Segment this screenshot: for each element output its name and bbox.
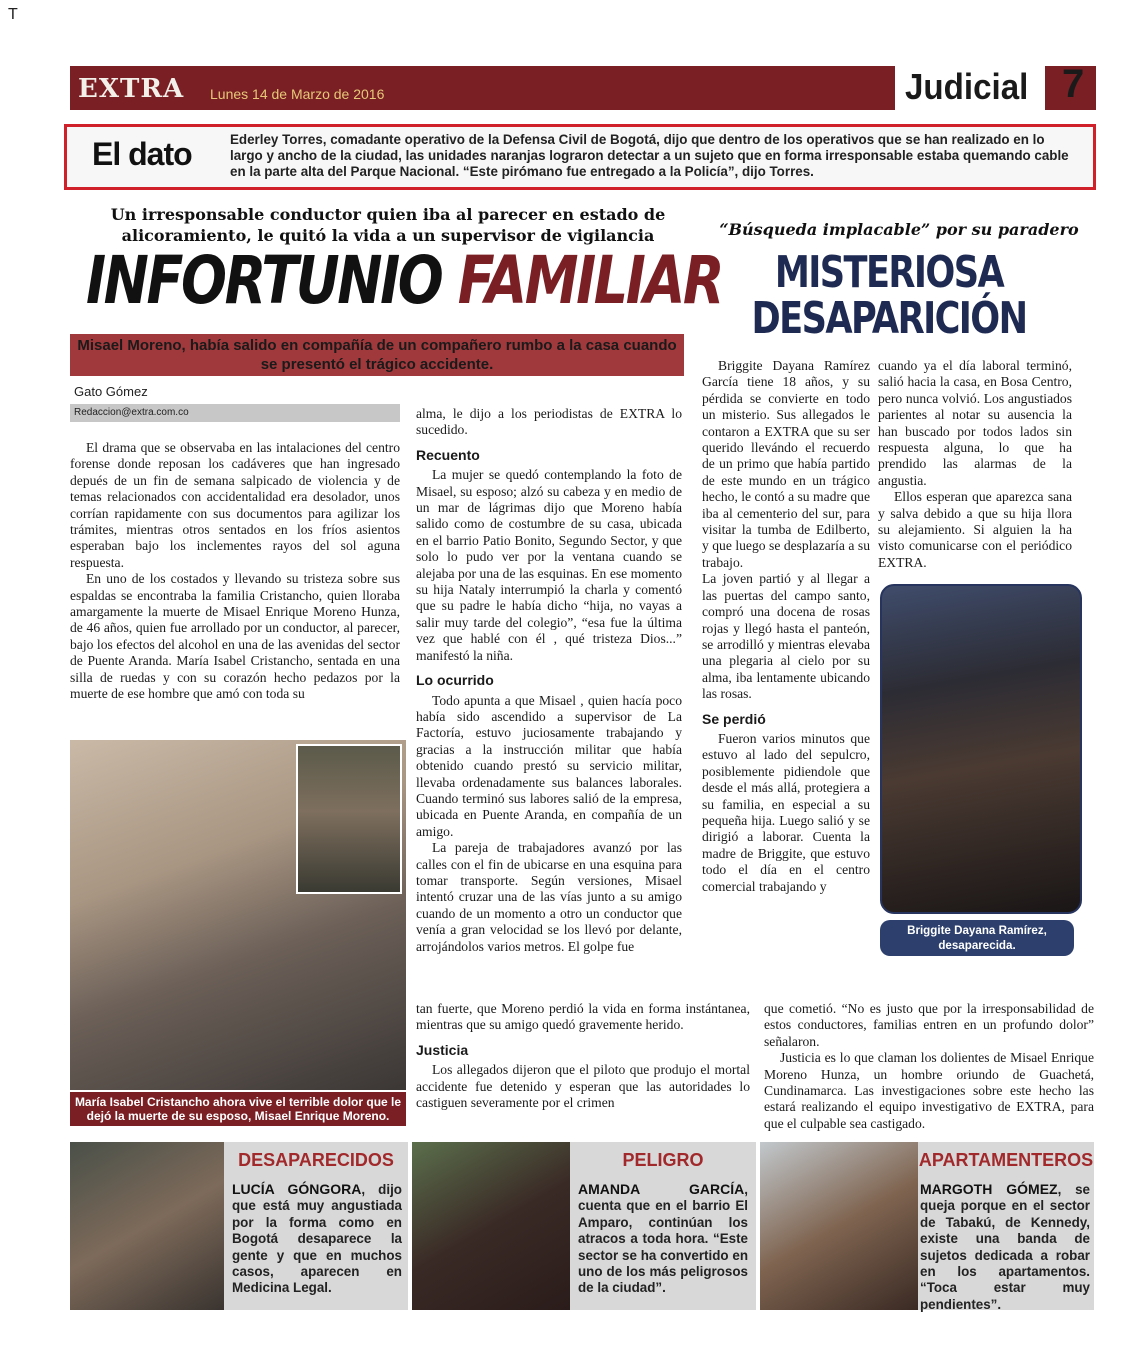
bottom-box-2-body: , cuenta que en el barrio El Amparo, continúan los atracos a toda hora. “Este sector se ha convertido en uno de los más peligrosos de la ciudad”. [578,1182,748,1296]
paragraph: En uno de los costados y llevando su tristeza sobre sus espaldas se encontraba la familia Cristancho, quien lloraba amargamente la muerte de Misael Enrique Moreno Hunza, de 46 años, quien fue arrollado por un conductor, al parecer, bajo los efectos del alcohol en una de las avenidas del sector de Puente Aranda. María Isabel Cristancho, sentada en una silla de ruedas y con su corazón hecho pedazos por la muerte de ese hombre que amó con toda su [70,571,400,702]
bottom-box-2-title: PELIGRO [622,1150,704,1170]
paragraph: La joven partió y al llegar a las puertas del campo santo, compró una docena de rosas rojas y llegó hasta el panteón, se arrodilló y mientras elevaba una plegaria al cielo por su alma, iba lentamente ubicando las rosas. [702,571,870,702]
headline-word-2: FAMILIAR [457,242,723,319]
bottom-box-2-name: AMANDA GARCÍA [578,1181,745,1197]
main-column-2-lower [416,1001,750,1111]
missing-photo-caption: Briggite Dayana Ramírez, desaparecida. [907,924,1047,952]
bottom-box-3-body: , se queja porque en el sector de Tabakú, de Kennedy, existe una banda de sujetos dedicada a robar en los apartamentos. “Toca estar muy pendientes”. [920,1182,1090,1312]
side-kicker: “Búsqueda implacable” por su paradero [719,220,1079,239]
paragraph: alma, le dijo a los periodistas de EXTRA lo sucedido. [416,406,682,438]
corner-mark: T [8,6,18,23]
bottom-box-1-name: LUCÍA GÓNGORA [232,1181,362,1197]
byline: Gato Gómez [74,384,148,399]
bottom-box-1-body: , dijo que está muy angustiada por la forma como en Bogotá desaparece la gente y que en muchos casos, aparecen en Medicina Legal. [232,1182,402,1296]
section-name: Judicial [905,66,1029,107]
subhead-lo-ocurrido: Lo ocurrido [416,672,494,689]
main-deck: Misael Moreno, había salido en compañía de un compañero rumbo a la casa cuando se presentó el trágico accidente. [77,337,677,373]
main-column-3-lower [764,1001,1094,1132]
paragraph: tan fuerte, que Moreno perdió la vida en forma instántanea, mientras que su amigo quedó gravemente herido. [416,1001,750,1033]
paragraph: Ellos esperan que aparezca sana y salva debido a que su hija llora su alejamiento. Si alguien la ha visto comunicarse con el periódico EXTRA. [878,489,1072,570]
main-kicker: Un irresponsable conductor quien iba al parecer en estado de alicoramiento, le quitó la vida a un supervisor de vigilancia [110,205,666,245]
subhead-se-perdio: Se perdió [702,710,766,727]
bottom-box-3-photo [760,1142,918,1310]
issue-date: Lunes 14 de Marzo de 2016 [210,86,385,102]
missing-person-photo [880,584,1082,914]
subhead-justicia: Justicia [416,1041,469,1058]
paragraph: Los allegados dijeron que el piloto que produjo el mortal accidente fue detenido y esperan que las autoridades lo castiguen severamente por el crimen [416,1062,750,1111]
bottom-box-3-title: APARTAMENTEROS [918,1150,1094,1170]
paragraph: Briggite Dayana Ramírez García tiene 18 años, y su pérdida se convierte en todo un misterio. Sus allegados le contaron a EXTRA que su ser querido llevándo el recuerdo de un primo que había partido de este mundo en un trágico hecho, le contó a su madre que iba al cementerio del sur, para visitar la tumba de Edilberto, y que luego se desplazaría a su trabajo. [702,358,870,570]
bottom-box-1-title: DESAPARECIDOS [238,1150,394,1170]
victim-portrait-photo [296,744,402,894]
paragraph: La pareja de trabajadores avanzó por las calles con el fin de ubicarse en una esquina para tomar transporte. Según versiones, Misael intentó cruzar una de las vías junto a su amigo cuando de un momento a otro un conductor que venía a gran velocidad se los llevó por delante, arrojándolos varios metros. El golpe fue [416,840,682,954]
side-headline: MISTERIOSA DESAPARICIÓN [751,247,1027,344]
paragraph: que cometió. “No es justo que por la irresponsabilidad de estos conductores, familias entren en un profundo dolor” señalaron. [764,1001,1094,1049]
bottom-box-2-photo [412,1142,570,1310]
page-number: 7 [1062,62,1085,106]
paragraph: Fueron varios minutos que estuvo al lado del sepulcro, posiblemente pidiendole que desde el más allá, protegiera a su familia, en especial a su pequeña hija. Luego salió y se dirigió a laborar. Cuenta la madre de Briggite, que estuvo todo el día en el centro comercial trabajando y [702,730,870,894]
byline-email: Redaccion@extra.com.co [74,407,189,418]
paragraph: La mujer se quedó contemplando la foto de Misael, su esposo; alzó su cabeza y en medio de un mar de lágrimas dijo que Moreno había salido como de costumbre de su casa, ubicada en el barrio Patio Bonito, Segundo Sector, y que solo lo pudo ver por la ventana cuando se alejaba por una de las esquinas. En ese momento su hija Nataly interrumpió la charla y comentó que su padre le había dicho “hija, no vayas a salir muy tarde del colegio”, “esa fue la última vez que hablé con él , qué tristeza Dios...” manifestó la niña. [416,467,682,663]
bottom-box-1-text [232,1181,402,1297]
paragraph: cuando ya el día laboral terminó, salió hacia la casa, en Bosa Centro, pero nunca volvió. Los angustiados parientes al notar su ausencia la han buscado por todos lados sin respuesta alguna, lo que ha prendido las alarmas de la angustia. [878,358,1072,488]
paragraph: Todo apunta a que Misael , quien hacía poco había sido ascendido a supervisor de La Factoría, estuvo juciosamente trabajando y gracias a la instrucción militar que había obtenido cuando prestó su servicio militar, llevaba ordenadamente sus balances laborales. Cuando terminó sus labores salió de la empresa, ubicada en Puente Aranda, en compañía de un amigo. [416,692,682,839]
main-column-1 [70,440,400,703]
newspaper-logo: EXTRA [78,74,185,104]
bottom-box-1-photo [70,1142,224,1310]
side-column-1 [702,358,870,895]
paragraph: Justicia es lo que claman los dolientes de Misael Enrique Moreno Hunza, un hombre oriundo de Guachetá, Cundinamarca. Las investigaciones sobre este hecho las estará realizando el equipo investigativo de EXTRA, para que el culpable sea castigado. [764,1050,1094,1131]
bottom-box-3-text [920,1181,1090,1313]
main-headline [86,242,723,319]
bottom-box-2-text [578,1181,748,1297]
widow-photo-caption: María Isabel Cristancho ahora vive el terrible dolor que le dejó la muerte de su esposo, Misael Enrique Moreno. [74,1095,402,1123]
side-column-2 [878,358,1072,571]
headline-word-1: INFORTUNIO [86,242,442,319]
paragraph: El drama que se observaba en las intalaciones del centro forense donde reposan los cadáveres que han ingresado depués de un fin de semana salpicado de violencia y de temas relacionados con accidentalidad era desolador, unos corrían rapidamente con sus documentos para agilizar los trámites, mientras otros sentados en los fríos asientos esperaban bajo los inclementes rayos del sol aguna respuesta. [70,440,400,570]
dato-text: Ederley Torres, comadante operativo de la Defensa Civil de Bogotá, dijo que dentro de los operativos que se han realizado en lo largo y ancho de la ciudad, las unidades naranjas lograron detectar a un sujeto que en forma irresponsable estaba quemando cable en la parte alta del Parque Nacional. “Este pirómano fue entregado a la Policía”, dijo Torres. [230,132,1069,179]
main-column-2 [416,406,682,955]
subhead-recuento: Recuento [416,446,480,463]
bottom-box-3-name: MARGOTH GÓMEZ [920,1181,1058,1197]
dato-label: El dato [92,136,192,172]
